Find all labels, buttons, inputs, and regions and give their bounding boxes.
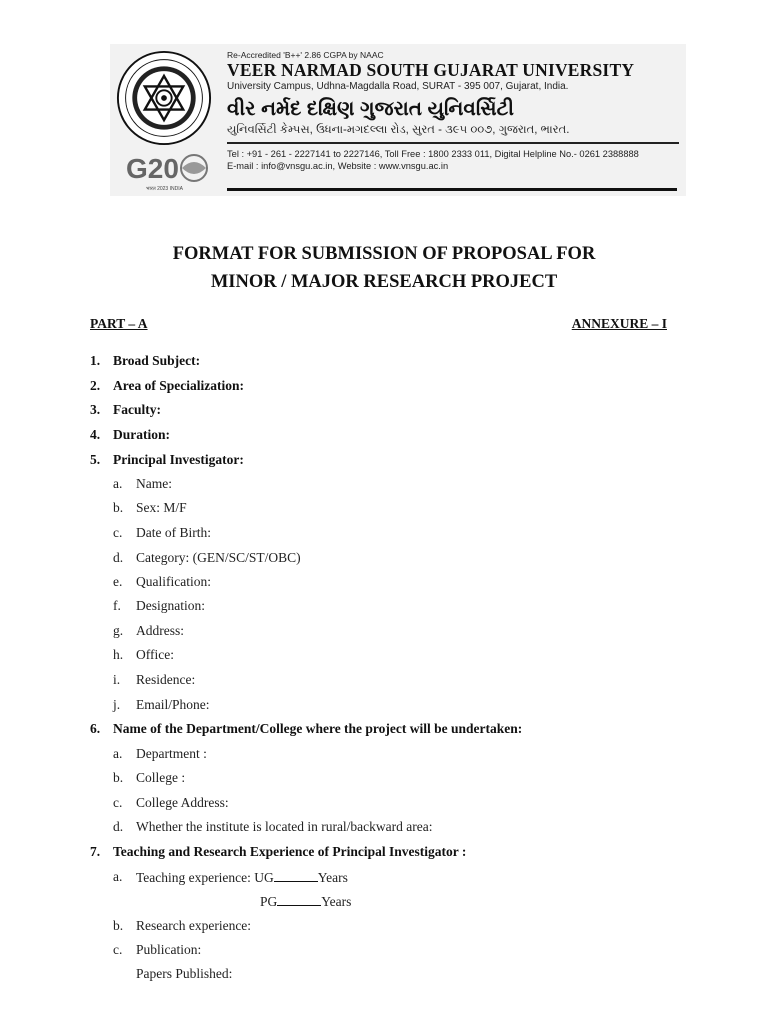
header-bottom-rule xyxy=(227,188,677,191)
sub-letter: e. xyxy=(113,574,123,589)
item-number: 6. xyxy=(90,721,101,736)
sub-label: Papers Published: xyxy=(136,966,233,981)
sub-letter: d. xyxy=(113,550,124,565)
sub-label: Address: xyxy=(136,623,184,638)
campus-address-gu: યુનિવર્સિટી કેમ્પસ, ઉધના-મગદલ્લા રોડ, સુરત - ૩૯૫ ૦૦૭, ગુજરાત, ભારત. xyxy=(227,124,570,136)
sub-letter: b. xyxy=(113,770,124,785)
sub-letter: d. xyxy=(113,819,124,834)
university-seal-logo xyxy=(116,50,212,146)
accreditation-text: Re-Accredited 'B++' 2.86 CGPA by NAAC xyxy=(227,50,384,60)
sub-letter: h. xyxy=(113,647,124,662)
sub-label: Research experience: xyxy=(136,918,252,933)
letterhead xyxy=(110,44,686,196)
item-label: Name of the Department/College where the project will be undertaken: xyxy=(113,721,523,736)
document-title-line1: FORMAT FOR SUBMISSION OF PROPOSAL FOR xyxy=(172,244,596,264)
sub-letter: a. xyxy=(113,746,123,761)
sub-letter: a. xyxy=(113,476,123,491)
sub-label: College : xyxy=(136,770,186,785)
sub-label: Office: xyxy=(136,647,174,662)
sub-label: Publication: xyxy=(136,942,202,957)
sub-label: Designation: xyxy=(136,598,205,613)
sub-label: Whether the institute is located in rural/backward area: xyxy=(136,819,433,834)
contact-email: E-mail : info@vnsgu.ac.in, Website : www.vnsgu.ac.in xyxy=(227,161,449,171)
sub-letter: f. xyxy=(113,598,121,613)
header-divider xyxy=(227,142,679,144)
g20-subtext: भारत 2023 INDIA xyxy=(146,186,183,192)
g20-text: G20 xyxy=(126,153,179,184)
pg-years-blank[interactable] xyxy=(277,893,321,906)
contact-phone: Tel : +91 - 261 - 2227141 to 2227146, Toll Free : 1800 2333 011, Digital Helpline No.- 0261 2388888 xyxy=(227,149,639,159)
document-title-line2: MINOR / MAJOR RESEARCH PROJECT xyxy=(210,272,558,292)
teaching-experience-ug xyxy=(136,869,348,886)
item-number: 7. xyxy=(90,844,101,859)
ug-years-blank[interactable] xyxy=(274,869,318,882)
sub-letter: b. xyxy=(113,500,124,515)
item-label: Principal Investigator: xyxy=(113,452,244,467)
item-label: Faculty: xyxy=(113,402,161,417)
sub-label: Email/Phone: xyxy=(136,697,210,712)
sub-letter: c. xyxy=(113,525,123,540)
sub-label: Qualification: xyxy=(136,574,211,589)
sub-label: College Address: xyxy=(136,795,229,810)
sub-label: Department : xyxy=(136,746,207,761)
item-number: 1. xyxy=(90,353,101,368)
item-label: Broad Subject: xyxy=(113,353,201,368)
university-name-gu: વીર નર્મદ દક્ષિણ ગુજરાત યુનિવર્સિટી xyxy=(227,98,514,120)
sub-label-text: Teaching experience: UG xyxy=(136,870,274,885)
part-label: PART – A xyxy=(90,316,148,331)
sub-label: Sex: M/F xyxy=(136,500,187,515)
item-number: 4. xyxy=(90,427,101,442)
g20-logo xyxy=(124,148,214,192)
sub-letter: a. xyxy=(113,869,123,884)
campus-address-en: University Campus, Udhna-Magdalla Road, SURAT - 395 007, Gujarat, India. xyxy=(227,81,569,92)
item-label: Teaching and Research Experience of Principal Investigator : xyxy=(113,844,467,859)
sub-label: Category: (GEN/SC/ST/OBC) xyxy=(136,550,301,565)
sub-label: Date of Birth: xyxy=(136,525,211,540)
university-name-en: VEER NARMAD SOUTH GUJARAT UNIVERSITY xyxy=(227,60,635,80)
letterhead-text xyxy=(227,50,682,172)
item-label: Duration: xyxy=(113,427,170,442)
sub-letter: i. xyxy=(113,672,121,687)
years-label: Years xyxy=(321,894,352,909)
item-number: 5. xyxy=(90,452,101,467)
sub-letter: b. xyxy=(113,918,124,933)
sub-letter: j. xyxy=(113,697,121,712)
item-number: 2. xyxy=(90,378,101,393)
teaching-experience-pg xyxy=(260,893,351,910)
item-number: 3. xyxy=(90,402,101,417)
sub-letter: c. xyxy=(113,795,123,810)
annexure-label: ANNEXURE – I xyxy=(571,316,667,331)
sub-label: Residence: xyxy=(136,672,196,687)
years-label: Years xyxy=(317,870,348,885)
sub-label: Name: xyxy=(136,476,172,491)
sub-label-text: PG xyxy=(260,894,278,909)
sub-letter: g. xyxy=(113,623,124,638)
item-label: Area of Specialization: xyxy=(113,378,244,393)
sub-letter: c. xyxy=(113,942,123,957)
